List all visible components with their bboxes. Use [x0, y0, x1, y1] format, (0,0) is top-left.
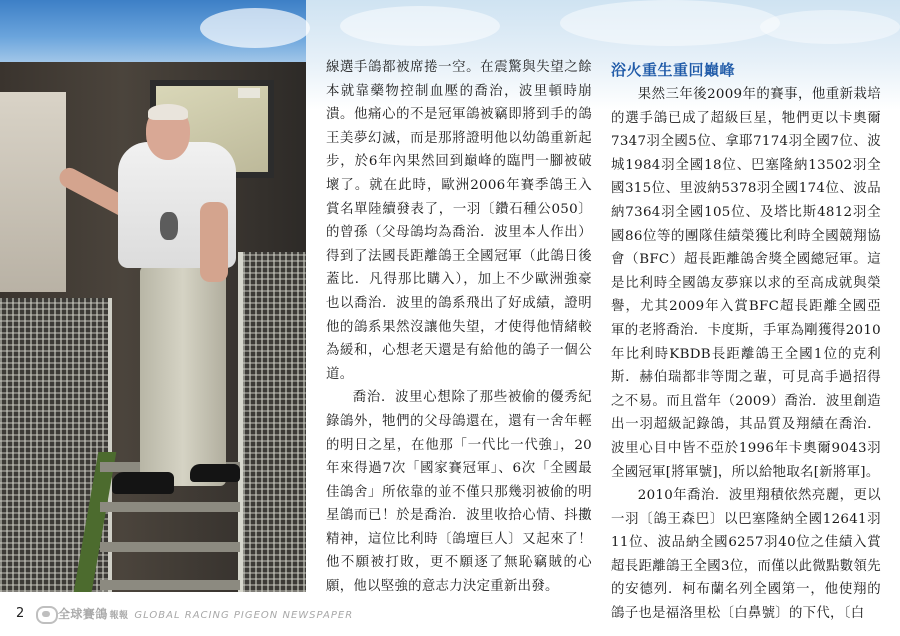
- article-column-1: [326, 56, 592, 599]
- stair-step: [100, 542, 240, 552]
- publication-tag-cn: 報報: [109, 611, 129, 621]
- stair-step: [100, 502, 240, 512]
- right-cage: [238, 252, 306, 592]
- man-shoe: [112, 472, 174, 494]
- body-paragraph: 線選手鴿都被席捲一空。在震驚與失望之餘本就靠藥物控制血壓的喬治，波里頓時崩潰。他痛心的不是冠軍鴿被竊即將到手的鴿王美夢幻滅，而是那將證明他以幼鴿重新起步，於6年內果然回到巔峰的臨門一腳被破壞了。就在此時，歐洲2006年賽季鴿王入賞名單陸續發表了，一羽〔鑽石種公050〕的曾孫（父母鴿均為喬治．波里本人作出）得到了法國長距離鴿王全國冠軍（此鴿日後蓋比．凡得那比購入），加上不少歐洲強豪也以喬治．波里的鴿系飛出了好成績，證明他的鴿系果然沒讓他失望，才使得他情緒較為緩和，心想老天還是有給他的鴿子一個公道。: [326, 60, 592, 382]
- loft-sign: [238, 88, 260, 98]
- publication-name-cn: 全球賽鴿: [58, 607, 108, 621]
- cloud: [560, 0, 780, 46]
- publication-name-en: GLOBAL RACING PIGEON NEWSPAPER: [134, 610, 354, 621]
- page-footer: [0, 596, 900, 636]
- man-shoe: [190, 464, 240, 482]
- loft-photo: [0, 62, 306, 592]
- cloud: [340, 6, 500, 46]
- man-right-arm: [200, 202, 228, 282]
- body-paragraph: 喬治．波里心想除了那些被偷的優秀紀錄鴿外，牠們的父母鴿還在，還有一舍年輕的明日之星，在他那「一代比一代強」，20年來得過7次「國家賽冠軍」、6次「全國最佳鴿舍」所依靠的並不僅只那幾羽被偷的明星鴿而已！於是喬治．波里收拾心情、抖擻精神，這位比利時〔鴿壇巨人〕又起來了！他不願被打敗，更不願逐了無恥竊賊的心願，他以堅強的意志力決定重新出發。: [326, 390, 592, 595]
- body-paragraph: 2010年喬治．波里翔積依然亮麗，更以一羽〔鴿王森巴〕以巴塞隆納全國12641羽11位、波品納全國6257羽40位之佳績入賞超長距離鴿王全國3位，而僅以此微點數領先的安德列．柯布蘭名列全國第一，他使翔的鴿子也是福洛里松〔白鼻號〕的下代，〔白: [611, 488, 881, 622]
- cloud: [200, 8, 310, 48]
- article-column-2: [611, 59, 881, 626]
- sky-photo-top: [0, 0, 306, 66]
- man-trousers: [140, 266, 226, 486]
- stair-step: [100, 580, 240, 590]
- body-paragraph: 果然三年後2009年的賽事，他重新栽培的選手鴿已成了超級巨星，牠們更以卡奧爾7347羽全國5位、拿耶7174羽全國7位、波城1984羽全國18位、巴塞隆納13502羽全國315位、里波納5378羽全國174位、波品納7364羽全國105位、及塔比斯4812羽全國86位等的團隊佳績榮獲比利時全國競翔協會（BFC）超長距離鴿舍獎全國總冠軍。這是比利時全國鴿友夢寐以求的至高成就與榮譽，尤其2009年入賞BFC超長距離全國亞軍的老將喬治．卡度斯，手軍為剛獲得2010年比利時KBDB長距離鴿王全國1位的克利斯．赫伯瑞都非等閒之輩，可見高手過招得之不易。而且當年（2009）喬治．波里創造出一羽超級記錄鴿，其品質及翔績在喬治．波里心目中皆不亞於1996年卡奧爾9043羽全國冠軍[將軍號]，所以給牠取名[新將軍]。: [611, 87, 881, 480]
- loft-side-wall: [0, 92, 66, 292]
- pigeon-in-hand: [160, 212, 178, 240]
- publication-logo-icon: [36, 606, 58, 624]
- cloud: [760, 10, 900, 44]
- page-number: 2: [16, 606, 25, 621]
- publication-name: [58, 605, 353, 622]
- man-hair: [148, 104, 188, 120]
- section-heading: 浴火重生重回巔峰: [611, 61, 736, 79]
